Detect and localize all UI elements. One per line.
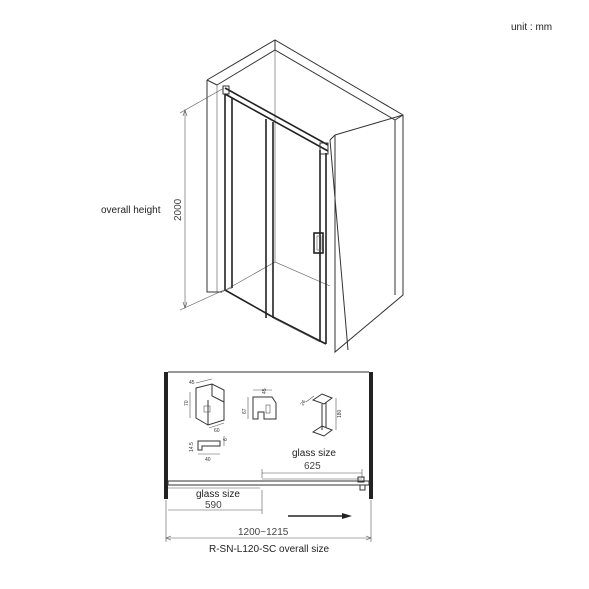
plan-view [164, 372, 373, 555]
profile-dim-1: 45 [262, 388, 268, 394]
profile-dim-2: 67 [242, 408, 248, 414]
handle-detail [300, 394, 343, 436]
handle-dim-1: 26 [299, 399, 308, 407]
overall-height-label: overall height [101, 205, 161, 216]
bracket-dim-1: 45 [189, 380, 195, 386]
glass-size-right-label: glass size [292, 448, 336, 459]
glass-size-left-value: 590 [205, 500, 222, 511]
glass-size-right-value: 625 [304, 461, 321, 472]
bracket-dim-2: 70 [184, 400, 190, 406]
small-bracket-dim-2: 40 [205, 457, 211, 463]
small-bracket-detail [189, 436, 229, 463]
small-bracket-dim-1: 14.5 [189, 442, 195, 452]
handle-dim-2: 180 [337, 409, 343, 418]
glass-size-left-label: glass size [196, 489, 240, 500]
bracket-dim-3: 60 [214, 428, 220, 434]
profile-detail [242, 388, 276, 419]
overall-height-value: 2000 [173, 198, 184, 221]
small-bracket-dim-3: 6 [223, 438, 229, 441]
overall-range-value: 1200~1215 [238, 527, 289, 538]
enclosure-3d-view [101, 40, 403, 352]
wall-bracket-detail [184, 379, 224, 434]
unit-label: unit : mm [511, 22, 553, 33]
plan-caption: R-SN-L120-SC overall size [209, 544, 330, 555]
